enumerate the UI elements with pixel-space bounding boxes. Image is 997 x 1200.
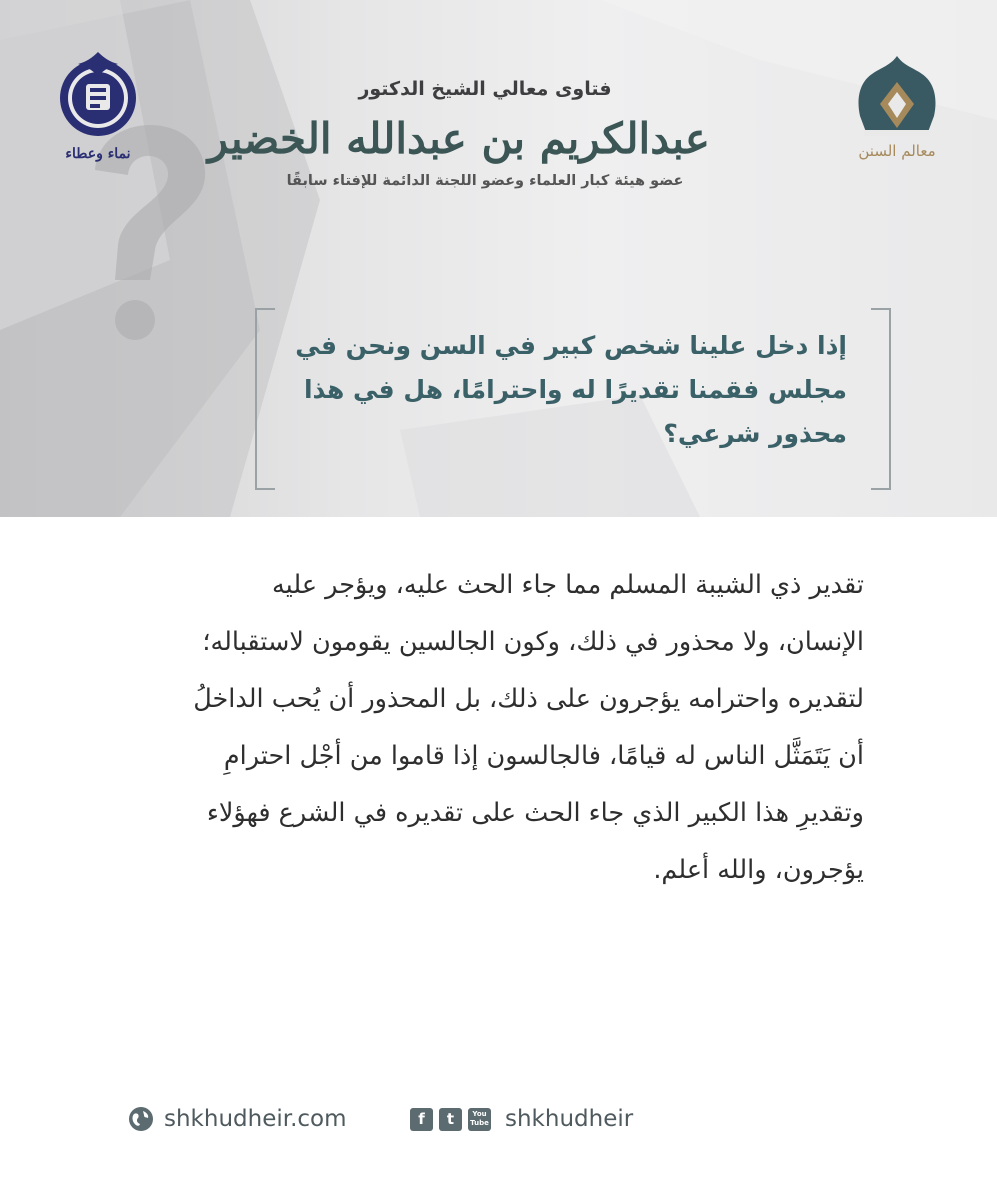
globe-icon: [128, 1106, 154, 1132]
youtube-icon[interactable]: You Tube: [468, 1108, 491, 1131]
question-box: [255, 308, 891, 488]
maalim-alsunan-label: معالم السنن: [858, 142, 936, 160]
answer-line: يؤجرون، والله أعلم.: [653, 855, 864, 885]
question-line: إذا دخل علينا شخص كبير في السن ونحن في: [295, 331, 847, 360]
answer-line: أن يَتَمَثَّل الناس له قيامًا، فالجالسون إذا قاموا من أجْل احترامِ: [223, 741, 864, 771]
question-text: [287, 324, 847, 456]
twitter-icon[interactable]: t: [439, 1108, 462, 1131]
footer-social: [410, 1104, 633, 1134]
rajhi-namaa-logo-icon: [52, 48, 144, 140]
question-line: محذور شرعي؟: [663, 419, 847, 448]
answer-line: لتقديره واحترامه يؤجرون على ذلك، بل المحذور أن يُحب الداخلُ: [193, 684, 864, 714]
answer-line: الإنسان، ولا محذور في ذلك، وكون الجالسين يقومون لاستقباله؛: [202, 627, 864, 657]
header-titles: [207, 78, 710, 189]
social-handle[interactable]: shkhudheir: [505, 1106, 634, 1132]
answer-text: [124, 557, 864, 899]
bracket-right: [871, 308, 891, 490]
website-link[interactable]: shkhudheir.com: [164, 1106, 347, 1132]
namaa-wa-ataa-label: نماء وعطاء: [65, 146, 131, 162]
sheikh-name-calligraphy: عبدالكريم بن عبدالله الخضير: [207, 114, 710, 163]
header-banner: [0, 0, 997, 517]
sheikh-title-subtitle: عضو هيئة كبار العلماء وعضو اللجنة الدائمة للإفتاء سابقًا: [286, 173, 684, 189]
answer-line: تقدير ذي الشيبة المسلم مما جاء الحث عليه، ويؤجر عليه: [272, 570, 864, 600]
bracket-left: [255, 308, 275, 490]
question-line: مجلس فقمنا تقديرًا له واحترامًا، هل في هذا: [303, 375, 847, 404]
answer-line: وتقديرِ هذا الكبير الذي جاء الحث على تقديره في الشرع فهؤلاء: [206, 798, 864, 828]
footer-website[interactable]: [128, 1104, 347, 1134]
fatwa-eyebrow: فتاوى معالي الشيخ الدكتور: [358, 78, 612, 100]
facebook-icon[interactable]: f: [410, 1108, 433, 1131]
